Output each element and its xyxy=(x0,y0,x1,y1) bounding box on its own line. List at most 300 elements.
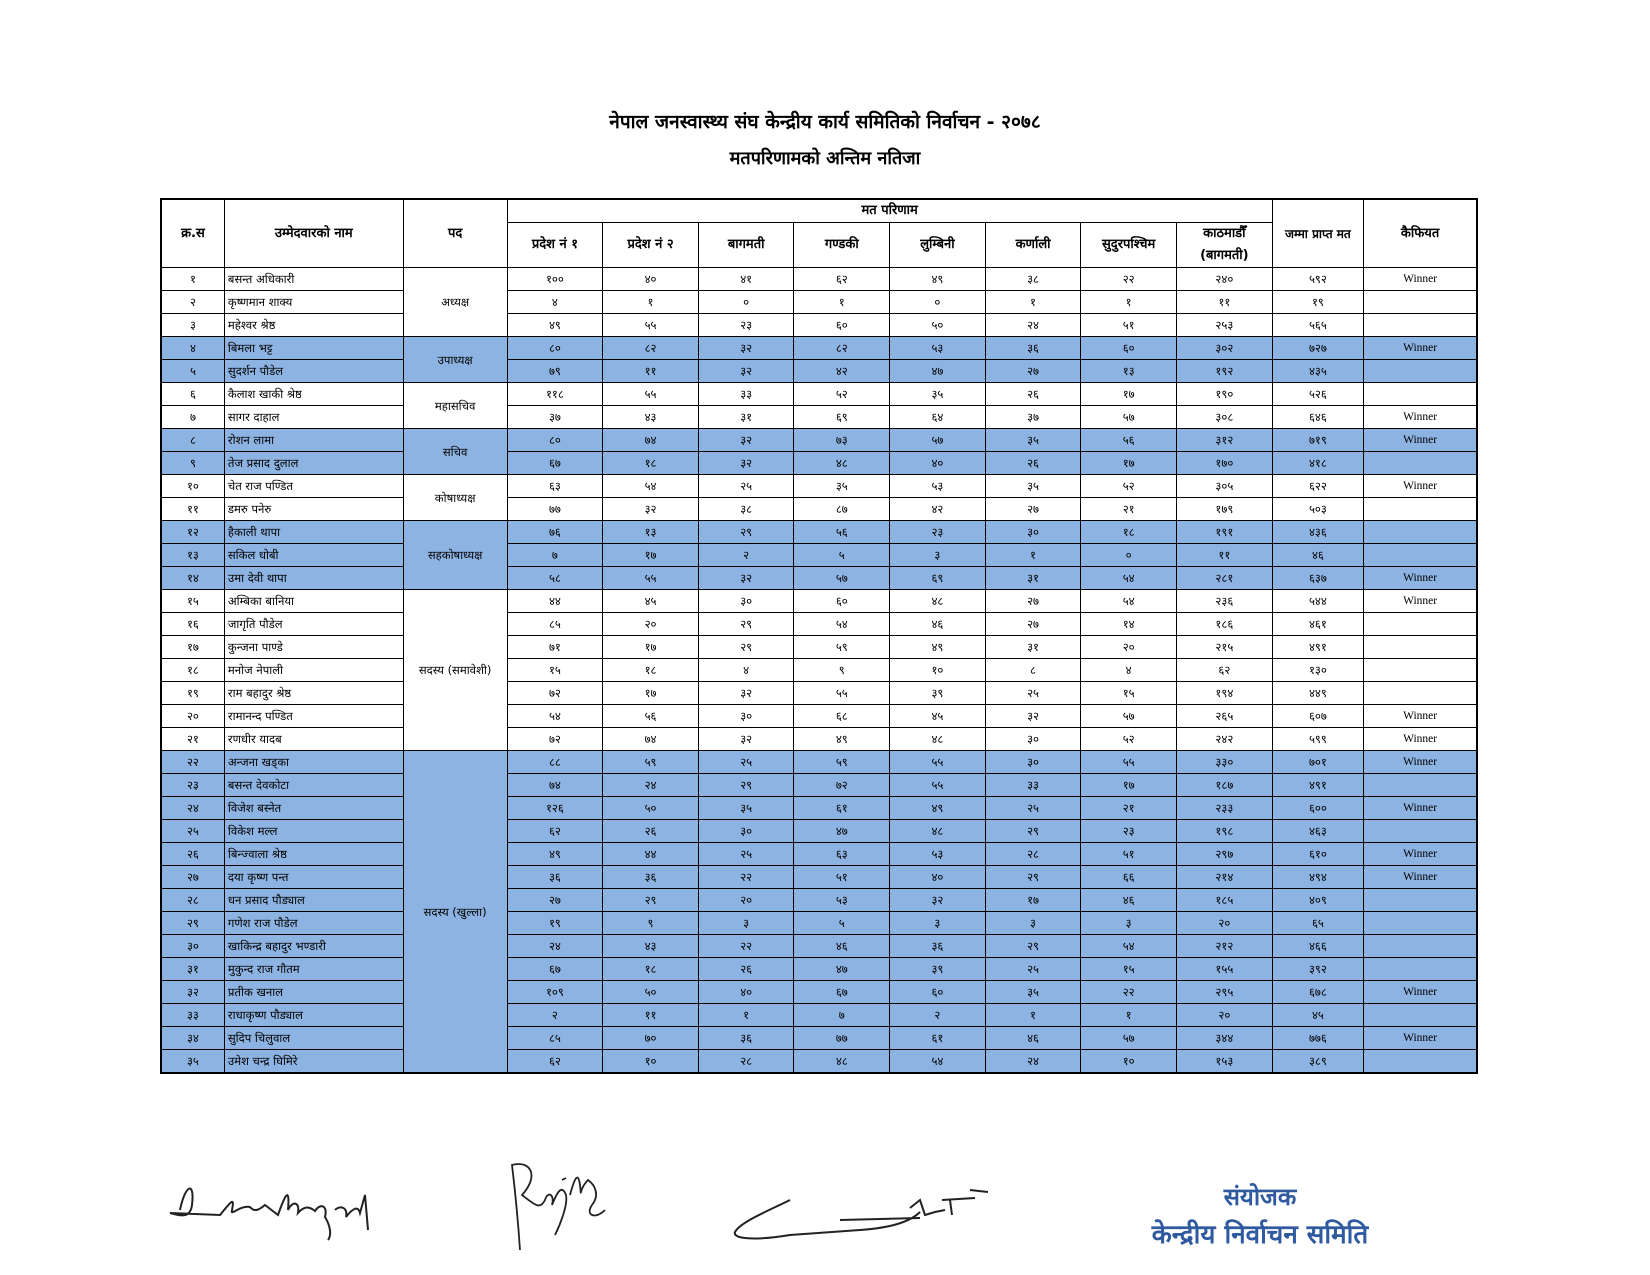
cell-sn: ११ xyxy=(161,498,224,521)
cell-votes: ४८ xyxy=(890,820,986,843)
cell-votes: २३३ xyxy=(1176,797,1272,820)
cell-votes: २९५ xyxy=(1176,981,1272,1004)
table-row xyxy=(161,1004,1477,1027)
cell-votes: १ xyxy=(1081,1004,1177,1027)
cell-total: ६४६ xyxy=(1272,406,1363,429)
cell-votes: ५५ xyxy=(890,751,986,774)
cell-votes: ३५ xyxy=(985,429,1081,452)
cell-votes: १ xyxy=(603,291,699,314)
table-row xyxy=(161,498,1477,521)
cell-votes: १७ xyxy=(603,636,699,659)
cell-votes: ५१ xyxy=(794,866,890,889)
cell-name: डमरु पनेरु xyxy=(224,498,403,521)
cell-votes: ४८ xyxy=(794,1050,890,1074)
coordinator-title: संयोजक xyxy=(1223,1183,1297,1211)
cell-total: ४६६ xyxy=(1272,935,1363,958)
table-row xyxy=(161,337,1477,360)
table-row xyxy=(161,958,1477,981)
cell-votes: ५४ xyxy=(507,705,603,728)
table-row xyxy=(161,774,1477,797)
cell-votes: २६५ xyxy=(1176,705,1272,728)
cell-votes: ५५ xyxy=(603,567,699,590)
cell-votes: ५९ xyxy=(794,636,890,659)
cell-sn: १६ xyxy=(161,613,224,636)
cell-name: राधाकृष्ण पौड्याल xyxy=(224,1004,403,1027)
cell-votes: ६९ xyxy=(794,406,890,429)
cell-votes: १७ xyxy=(1081,452,1177,475)
cell-remark xyxy=(1364,314,1477,337)
table-row xyxy=(161,429,1477,452)
signature-2 xyxy=(500,1150,620,1260)
cell-name: बिन्ज्वाला श्रेष्ठ xyxy=(224,843,403,866)
cell-votes: ३ xyxy=(698,912,794,935)
cell-votes: १५३ xyxy=(1176,1050,1272,1074)
cell-votes: ५० xyxy=(603,981,699,1004)
cell-sn: ३४ xyxy=(161,1027,224,1050)
cell-total: ३९२ xyxy=(1272,958,1363,981)
table-row xyxy=(161,590,1477,613)
cell-votes: ३२ xyxy=(698,728,794,751)
cell-votes: ७७ xyxy=(507,498,603,521)
cell-name: हैकाली थापा xyxy=(224,521,403,544)
cell-votes: ८८ xyxy=(507,751,603,774)
cell-votes: २० xyxy=(698,889,794,912)
cell-votes: ३०८ xyxy=(1176,406,1272,429)
cell-votes: ५५ xyxy=(1081,751,1177,774)
cell-votes: २७ xyxy=(985,613,1081,636)
cell-votes: २६ xyxy=(985,383,1081,406)
cell-total: ७७६ xyxy=(1272,1027,1363,1050)
cell-votes: ४७ xyxy=(794,820,890,843)
cell-votes: ६९ xyxy=(890,567,986,590)
cell-remark: Winner xyxy=(1364,866,1477,889)
cell-votes: २४२ xyxy=(1176,728,1272,751)
cell-total: ५४४ xyxy=(1272,590,1363,613)
cell-votes: १० xyxy=(1081,1050,1177,1074)
cell-remark: Winner xyxy=(1364,728,1477,751)
cell-sn: ३० xyxy=(161,935,224,958)
cell-votes: ११८ xyxy=(507,383,603,406)
coordinator-block xyxy=(1120,1180,1400,1256)
table-row xyxy=(161,406,1477,429)
cell-votes: ८० xyxy=(507,429,603,452)
table-row xyxy=(161,613,1477,636)
cell-votes: २३ xyxy=(698,314,794,337)
cell-remark xyxy=(1364,659,1477,682)
cell-remark xyxy=(1364,958,1477,981)
cell-sn: ८ xyxy=(161,429,224,452)
cell-votes: २७ xyxy=(985,360,1081,383)
cell-total: ६३७ xyxy=(1272,567,1363,590)
cell-votes: ४९ xyxy=(890,797,986,820)
cell-votes: २५ xyxy=(698,843,794,866)
cell-remark xyxy=(1364,1004,1477,1027)
cell-votes: १९१ xyxy=(1176,521,1272,544)
cell-votes: ४६ xyxy=(794,935,890,958)
cell-votes: ३५ xyxy=(698,797,794,820)
cell-votes: ३२ xyxy=(698,682,794,705)
cell-votes: ४३ xyxy=(603,935,699,958)
cell-votes: ६७ xyxy=(507,958,603,981)
header-region: कर्णाली xyxy=(985,223,1081,268)
cell-votes: १५५ xyxy=(1176,958,1272,981)
cell-votes: २२ xyxy=(1081,981,1177,1004)
cell-votes: ७२ xyxy=(507,728,603,751)
cell-votes: ३ xyxy=(890,912,986,935)
cell-votes: १४ xyxy=(1081,613,1177,636)
cell-votes: ४४ xyxy=(603,843,699,866)
cell-votes: ३ xyxy=(890,544,986,567)
cell-votes: १० xyxy=(603,1050,699,1074)
cell-votes: १ xyxy=(794,291,890,314)
cell-votes: १७ xyxy=(1081,774,1177,797)
cell-votes: १९८ xyxy=(1176,820,1272,843)
cell-votes: २३६ xyxy=(1176,590,1272,613)
cell-remark: Winner xyxy=(1364,268,1477,291)
cell-votes: ० xyxy=(698,291,794,314)
cell-name: कैलाश खाकी श्रेष्ठ xyxy=(224,383,403,406)
cell-votes: ३३० xyxy=(1176,751,1272,774)
cell-votes: ६३ xyxy=(794,843,890,866)
table-row xyxy=(161,981,1477,1004)
cell-votes: ७४ xyxy=(507,774,603,797)
cell-votes: १९० xyxy=(1176,383,1272,406)
cell-remark: Winner xyxy=(1364,797,1477,820)
table-row xyxy=(161,912,1477,935)
cell-votes: १९२ xyxy=(1176,360,1272,383)
cell-remark xyxy=(1364,774,1477,797)
cell-votes: ७४ xyxy=(603,728,699,751)
cell-votes: १९४ xyxy=(1176,682,1272,705)
cell-votes: ५० xyxy=(603,797,699,820)
cell-total: ४६१ xyxy=(1272,613,1363,636)
cell-votes: २४० xyxy=(1176,268,1272,291)
cell-sn: २३ xyxy=(161,774,224,797)
cell-votes: १ xyxy=(985,1004,1081,1027)
cell-votes: ३२ xyxy=(890,889,986,912)
cell-sn: ३५ xyxy=(161,1050,224,1074)
results-table xyxy=(160,198,1478,1074)
cell-remark xyxy=(1364,383,1477,406)
cell-sn: ७ xyxy=(161,406,224,429)
cell-votes: ३६ xyxy=(698,1027,794,1050)
cell-name: तेज प्रसाद दुलाल xyxy=(224,452,403,475)
cell-votes: २१५ xyxy=(1176,636,1272,659)
cell-total: ७०१ xyxy=(1272,751,1363,774)
cell-remark: Winner xyxy=(1364,429,1477,452)
cell-votes: १५ xyxy=(1081,958,1177,981)
cell-votes: ३० xyxy=(698,590,794,613)
cell-votes: ६७ xyxy=(794,981,890,1004)
cell-remark xyxy=(1364,682,1477,705)
cell-name: अम्बिका बानिया xyxy=(224,590,403,613)
cell-votes: ३३ xyxy=(698,383,794,406)
cell-name: खाकिन्द्र बहादुर भण्डारी xyxy=(224,935,403,958)
cell-name: कुन्जना पाण्डे xyxy=(224,636,403,659)
table-row xyxy=(161,268,1477,291)
cell-votes: ५५ xyxy=(603,314,699,337)
cell-sn: २८ xyxy=(161,889,224,912)
cell-votes: ५ xyxy=(794,544,890,567)
cell-votes: २२ xyxy=(698,935,794,958)
cell-votes: ३० xyxy=(698,705,794,728)
cell-sn: २१ xyxy=(161,728,224,751)
cell-total: ५९२ xyxy=(1272,268,1363,291)
cell-votes: ३६ xyxy=(507,866,603,889)
cell-remark: Winner xyxy=(1364,981,1477,1004)
header-name: उम्मेदवारको नाम xyxy=(224,199,403,268)
cell-name: दया कृष्ण पन्त xyxy=(224,866,403,889)
cell-votes: ३८ xyxy=(698,498,794,521)
cell-votes: ३६ xyxy=(985,337,1081,360)
cell-votes: ४ xyxy=(698,659,794,682)
cell-votes: ३२ xyxy=(698,337,794,360)
cell-votes: ५४ xyxy=(1081,567,1177,590)
cell-remark: Winner xyxy=(1364,406,1477,429)
cell-total: ४९४ xyxy=(1272,866,1363,889)
cell-votes: ५६ xyxy=(794,521,890,544)
cell-votes: १७ xyxy=(603,682,699,705)
cell-votes: ५३ xyxy=(890,337,986,360)
cell-total: ५९९ xyxy=(1272,728,1363,751)
header-kathmandu-line1: काठमाडौँ xyxy=(1203,226,1246,241)
cell-votes: ४ xyxy=(507,291,603,314)
cell-name: विकेश मल्ल xyxy=(224,820,403,843)
cell-votes: ३७ xyxy=(985,406,1081,429)
cell-votes: ५ xyxy=(794,912,890,935)
cell-votes: १७० xyxy=(1176,452,1272,475)
header-sn: क्र.स xyxy=(161,199,224,268)
signature-3 xyxy=(720,1170,1010,1250)
cell-total: ६५ xyxy=(1272,912,1363,935)
table-row xyxy=(161,843,1477,866)
cell-votes: ४ xyxy=(1081,659,1177,682)
cell-votes: ७ xyxy=(794,1004,890,1027)
cell-votes: ३२ xyxy=(985,705,1081,728)
cell-votes: ७७ xyxy=(794,1027,890,1050)
table-row xyxy=(161,567,1477,590)
cell-name: चेत राज पण्डित xyxy=(224,475,403,498)
cell-votes: ६८ xyxy=(794,705,890,728)
cell-votes: १०० xyxy=(507,268,603,291)
cell-votes: ३१ xyxy=(698,406,794,429)
cell-name: सागर दाहाल xyxy=(224,406,403,429)
cell-total: ६१० xyxy=(1272,843,1363,866)
cell-votes: ८५ xyxy=(507,1027,603,1050)
cell-sn: ३३ xyxy=(161,1004,224,1027)
cell-votes: ४८ xyxy=(890,728,986,751)
cell-votes: ५९ xyxy=(794,751,890,774)
cell-votes: ४९ xyxy=(794,728,890,751)
cell-votes: ३९ xyxy=(890,682,986,705)
cell-total: ४९१ xyxy=(1272,774,1363,797)
table-row xyxy=(161,1027,1477,1050)
cell-votes: २ xyxy=(507,1004,603,1027)
cell-votes: ५२ xyxy=(794,383,890,406)
cell-votes: १५ xyxy=(1081,682,1177,705)
cell-votes: १८५ xyxy=(1176,889,1272,912)
cell-votes: १७ xyxy=(985,889,1081,912)
cell-votes: ११ xyxy=(603,360,699,383)
header-region: प्रदेश नं २ xyxy=(603,223,699,268)
cell-name: रोशन लामा xyxy=(224,429,403,452)
cell-remark xyxy=(1364,613,1477,636)
cell-name: अन्जना खड्का xyxy=(224,751,403,774)
cell-remark xyxy=(1364,935,1477,958)
header-remarks: कैफियत xyxy=(1364,199,1477,268)
cell-votes: ३६ xyxy=(603,866,699,889)
table-row xyxy=(161,636,1477,659)
cell-sn: १ xyxy=(161,268,224,291)
cell-name: राम बहादुर श्रेष्ठ xyxy=(224,682,403,705)
header-region: लुम्बिनी xyxy=(890,223,986,268)
cell-votes: ५७ xyxy=(1081,705,1177,728)
cell-votes: २६ xyxy=(603,820,699,843)
cell-total: ६०० xyxy=(1272,797,1363,820)
cell-votes: ८२ xyxy=(794,337,890,360)
cell-remark: Winner xyxy=(1364,337,1477,360)
table-row xyxy=(161,521,1477,544)
cell-remark xyxy=(1364,820,1477,843)
cell-votes: २२ xyxy=(698,866,794,889)
cell-votes: २९ xyxy=(985,866,1081,889)
cell-remark: Winner xyxy=(1364,751,1477,774)
table-row xyxy=(161,682,1477,705)
cell-votes: ५३ xyxy=(890,843,986,866)
cell-votes: १२६ xyxy=(507,797,603,820)
cell-votes: २९ xyxy=(698,613,794,636)
cell-votes: ५४ xyxy=(1081,590,1177,613)
cell-votes: १८ xyxy=(1081,521,1177,544)
cell-votes: ६३ xyxy=(507,475,603,498)
header-post: पद xyxy=(403,199,507,268)
cell-total: ५६५ xyxy=(1272,314,1363,337)
table-row xyxy=(161,705,1477,728)
cell-sn: ४ xyxy=(161,337,224,360)
cell-votes: २३ xyxy=(890,521,986,544)
cell-votes: २ xyxy=(698,544,794,567)
cell-votes: १८ xyxy=(603,659,699,682)
cell-votes: ३१२ xyxy=(1176,429,1272,452)
cell-sn: १० xyxy=(161,475,224,498)
cell-votes: २५३ xyxy=(1176,314,1272,337)
cell-votes: २९७ xyxy=(1176,843,1272,866)
cell-remark xyxy=(1364,912,1477,935)
table-row xyxy=(161,544,1477,567)
cell-votes: ७६ xyxy=(507,521,603,544)
cell-votes: ३९ xyxy=(890,958,986,981)
cell-remark xyxy=(1364,636,1477,659)
cell-post: कोषाध्यक्ष xyxy=(403,475,507,521)
cell-votes: ११ xyxy=(1176,291,1272,314)
cell-sn: १७ xyxy=(161,636,224,659)
table-row xyxy=(161,728,1477,751)
cell-sn: १८ xyxy=(161,659,224,682)
cell-votes: ७० xyxy=(603,1027,699,1050)
cell-sn: ३२ xyxy=(161,981,224,1004)
cell-name: गणेश राज पौडेल xyxy=(224,912,403,935)
cell-votes: २४ xyxy=(603,774,699,797)
cell-post: महासचिव xyxy=(403,383,507,429)
cell-sn: २७ xyxy=(161,866,224,889)
cell-name: बसन्त अधिकारी xyxy=(224,268,403,291)
cell-votes: २७ xyxy=(507,889,603,912)
cell-votes: १३ xyxy=(603,521,699,544)
cell-votes: २८१ xyxy=(1176,567,1272,590)
results-body xyxy=(161,268,1477,1074)
cell-votes: ० xyxy=(890,291,986,314)
cell-votes: १८७ xyxy=(1176,774,1272,797)
cell-votes: ५७ xyxy=(890,429,986,452)
cell-votes: ४१ xyxy=(698,268,794,291)
cell-votes: २० xyxy=(1081,636,1177,659)
cell-votes: ६२ xyxy=(507,820,603,843)
cell-remark xyxy=(1364,889,1477,912)
page-title: नेपाल जनस्वास्थ्य संघ केन्द्रीय कार्य समितिको निर्वाचन - २०७८ xyxy=(609,111,1041,133)
cell-votes: ४३ xyxy=(603,406,699,429)
cell-votes: ५७ xyxy=(1081,406,1177,429)
cell-votes: २१ xyxy=(1081,797,1177,820)
cell-votes: २० xyxy=(603,613,699,636)
cell-total: ४६ xyxy=(1272,544,1363,567)
cell-sn: २६ xyxy=(161,843,224,866)
cell-total: ६२२ xyxy=(1272,475,1363,498)
cell-votes: १ xyxy=(985,291,1081,314)
cell-sn: २ xyxy=(161,291,224,314)
cell-votes: २१ xyxy=(1081,498,1177,521)
cell-votes: ३२ xyxy=(698,429,794,452)
cell-remark xyxy=(1364,360,1477,383)
cell-sn: २० xyxy=(161,705,224,728)
table-row xyxy=(161,820,1477,843)
cell-votes: ३१ xyxy=(985,567,1081,590)
cell-votes: ६० xyxy=(1081,337,1177,360)
cell-votes: २५ xyxy=(698,475,794,498)
cell-votes: ४२ xyxy=(890,498,986,521)
cell-post: सदस्य (समावेशी) xyxy=(403,590,507,751)
cell-total: ४६३ xyxy=(1272,820,1363,843)
cell-sn: २२ xyxy=(161,751,224,774)
cell-votes: २५ xyxy=(985,682,1081,705)
cell-votes: १ xyxy=(698,1004,794,1027)
cell-votes: २९ xyxy=(603,889,699,912)
cell-votes: ३० xyxy=(985,728,1081,751)
cell-votes: ४० xyxy=(698,981,794,1004)
header-region: प्रदेश नं १ xyxy=(507,223,603,268)
cell-votes: ६२ xyxy=(507,1050,603,1074)
cell-votes: १८ xyxy=(603,452,699,475)
cell-name: उमा देवी थापा xyxy=(224,567,403,590)
cell-votes: ४० xyxy=(890,866,986,889)
cell-total: ७१९ xyxy=(1272,429,1363,452)
cell-votes: ७१ xyxy=(507,636,603,659)
cell-votes: ८० xyxy=(507,337,603,360)
cell-votes: २६ xyxy=(698,958,794,981)
cell-votes: १८६ xyxy=(1176,613,1272,636)
cell-sn: ५ xyxy=(161,360,224,383)
cell-remark: Winner xyxy=(1364,1027,1477,1050)
cell-votes: ४८ xyxy=(794,452,890,475)
cell-votes: ५४ xyxy=(794,613,890,636)
cell-votes: ५१ xyxy=(1081,314,1177,337)
cell-total: ६०७ xyxy=(1272,705,1363,728)
cell-name: जागृति पौडेल xyxy=(224,613,403,636)
cell-sn: २४ xyxy=(161,797,224,820)
cell-votes: ६२ xyxy=(794,268,890,291)
cell-sn: १४ xyxy=(161,567,224,590)
table-row xyxy=(161,360,1477,383)
cell-votes: ९ xyxy=(603,912,699,935)
